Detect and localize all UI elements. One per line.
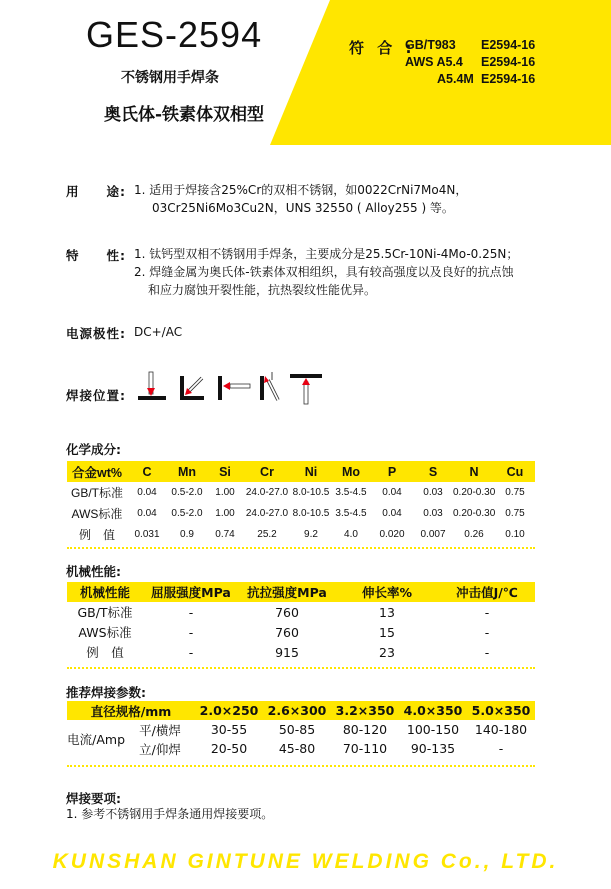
table-row — [67, 482, 535, 503]
table-cell: 0.74 — [215, 529, 235, 540]
table-row — [67, 720, 535, 739]
position-label: 立/仰焊 — [139, 741, 181, 757]
table-row — [67, 524, 535, 545]
table-cell: 3.5-4.5 — [335, 487, 367, 498]
table-row — [67, 503, 535, 524]
table-cell: 0.5-2.0 — [171, 487, 203, 498]
table-cell: 1.00 — [215, 508, 235, 519]
mechanical-title: 机械性能: — [66, 564, 121, 579]
table-cell: - — [188, 604, 194, 620]
table-row — [67, 622, 535, 642]
row-label: 例 值 — [86, 645, 124, 660]
positions-label: 焊接位置: — [66, 388, 126, 403]
column-header: 2.6×300 — [263, 701, 331, 720]
table-cell: 0.03 — [423, 487, 443, 498]
table-cell: 24.0-27.0 — [245, 508, 289, 519]
horizontal-fillet-icon — [180, 376, 204, 400]
standard-value: E2594-16 — [481, 72, 536, 86]
column-header: 3.2×350 — [331, 701, 399, 720]
standard-code: GB/T983 — [405, 38, 456, 52]
table-cell: - — [484, 644, 490, 660]
column-header: 冲击值J/℃ — [439, 582, 535, 602]
standard-code: A5.4M — [437, 72, 474, 86]
row-label: AWS标准 — [71, 507, 123, 521]
column-header: C — [127, 461, 167, 482]
product-title: GES-2594 — [86, 14, 263, 55]
vertical-position-icon — [260, 372, 278, 400]
standard-code: AWS A5.4 — [405, 55, 463, 69]
flat-position-icon — [138, 372, 166, 400]
horizontal-position-icon — [218, 376, 250, 400]
table-cell: 70-110 — [342, 741, 388, 756]
table-cell: 0.04 — [137, 508, 157, 519]
table-row — [67, 739, 535, 758]
table-header-row — [67, 701, 535, 720]
table-cell: 0.75 — [505, 508, 525, 519]
column-header: P — [371, 461, 413, 482]
features-line: 2. 焊缝金属为奥氏体-铁素体双相组织，具有较高强度以及良好的抗点蚀 — [134, 265, 514, 279]
chemical-title: 化学成分: — [66, 442, 121, 457]
column-header: 合金wt% — [67, 461, 127, 482]
column-header: 2.0×250 — [195, 701, 263, 720]
table-cell: 24.0-27.0 — [245, 487, 289, 498]
table-header-row — [67, 461, 535, 482]
column-header: S — [413, 461, 453, 482]
table-cell: 915 — [275, 644, 299, 660]
table-cell: 0.5-2.0 — [171, 508, 203, 519]
column-header: 4.0×350 — [399, 701, 467, 720]
table-cell: 9.2 — [304, 529, 318, 540]
table-cell: - — [498, 741, 504, 756]
company-name: KUNSHAN GINTUNE WELDING Co., LTD. — [52, 850, 559, 873]
table-cell: - — [188, 644, 194, 660]
column-header: Mo — [331, 461, 371, 482]
column-header: 屈服强度MPa — [143, 582, 239, 602]
table-cell: 80-120 — [342, 722, 388, 737]
column-header: 机械性能 — [67, 582, 143, 602]
table-cell: 4.0 — [344, 529, 358, 540]
dotted-divider — [67, 547, 535, 549]
column-header: Cu — [495, 461, 535, 482]
welding-title: 推荐焊接参数: — [66, 685, 146, 700]
table-cell: 0.03 — [423, 508, 443, 519]
column-header: Mn — [167, 461, 207, 482]
table-cell: 760 — [275, 624, 299, 640]
table-cell: 0.9 — [180, 529, 194, 540]
welding-table — [67, 701, 535, 758]
table-cell: 0.20-0.30 — [453, 508, 496, 519]
position-label: 平/横焊 — [139, 722, 181, 738]
table-cell: 140-180 — [474, 722, 528, 737]
column-header: 抗拉强度MPa — [239, 582, 335, 602]
dotted-divider — [67, 765, 535, 767]
table-cell: 15 — [379, 624, 395, 640]
current-label: 电流/Amp — [67, 732, 125, 747]
column-header: N — [453, 461, 495, 482]
table-cell: 0.007 — [420, 529, 446, 540]
table-cell: 1.00 — [215, 487, 235, 498]
notes-line: 1. 参考不锈钢用手焊条通用焊接要项。 — [66, 807, 274, 821]
table-cell: 100-150 — [406, 722, 460, 737]
table-cell: 0.20-0.30 — [453, 487, 496, 498]
table-cell: 30-55 — [210, 722, 248, 737]
table-cell: 13 — [379, 604, 395, 620]
column-header: 5.0×350 — [467, 701, 535, 720]
table-cell: 23 — [379, 644, 395, 660]
table-row — [67, 642, 535, 662]
column-header: 直径规格/mm — [67, 701, 195, 720]
table-cell: 50-85 — [278, 722, 316, 737]
power-value: DC+/AC — [134, 325, 183, 339]
row-label: GB/T标准 — [77, 605, 133, 620]
usage-line: 03Cr25Ni6Mo3Cu2N，UNS 32550 ( Alloy255 ) 等。 — [152, 201, 454, 215]
features-label: 特 性: — [66, 248, 126, 263]
product-type: 奥氏体-铁素体双相型 — [104, 105, 265, 125]
table-cell: - — [188, 624, 194, 640]
row-label: GB/T标准 — [70, 486, 123, 500]
table-cell: 3.5-4.5 — [335, 508, 367, 519]
table-cell: 45-80 — [278, 741, 316, 756]
chemical-table — [67, 461, 535, 545]
table-cell: 0.020 — [379, 529, 405, 540]
dotted-divider — [67, 667, 535, 669]
usage-label: 用 途: — [66, 184, 126, 199]
table-cell: 90-135 — [410, 741, 456, 756]
column-header: Si — [207, 461, 243, 482]
power-label: 电源极性: — [66, 326, 126, 341]
table-cell: 20-50 — [210, 741, 248, 756]
table-cell: 760 — [275, 604, 299, 620]
row-label: 例 值 — [78, 528, 115, 542]
standard-label: 符 合 : — [349, 39, 416, 57]
table-header-row — [67, 582, 535, 602]
table-cell: 8.0-10.5 — [292, 508, 330, 519]
welding-positions — [138, 370, 328, 406]
standard-value: E2594-16 — [481, 38, 536, 52]
standard-value: E2594-16 — [481, 55, 536, 69]
column-header: Cr — [243, 461, 291, 482]
mechanical-table — [67, 582, 535, 662]
table-cell: 8.0-10.5 — [292, 487, 330, 498]
table-cell: 25.2 — [257, 529, 277, 540]
table-cell: 0.031 — [134, 529, 160, 540]
column-header: Ni — [291, 461, 331, 482]
table-cell: 0.75 — [505, 487, 525, 498]
product-subtitle: 不锈钢用手焊条 — [121, 70, 219, 86]
column-header: 伸长率% — [335, 582, 439, 602]
table-cell: - — [484, 604, 490, 620]
table-cell: 0.10 — [505, 529, 525, 540]
usage-line: 1. 适用于焊接含25%Cr的双相不锈钢，如0022CrNi7Mo4N， — [134, 183, 468, 197]
overhead-position-icon — [290, 374, 322, 404]
table-cell: 0.04 — [382, 487, 402, 498]
table-row — [67, 602, 535, 622]
table-cell: 0.26 — [464, 529, 484, 540]
features-line: 和应力腐蚀开裂性能，抗热裂纹性能优异。 — [148, 283, 377, 297]
table-cell: 0.04 — [382, 508, 402, 519]
table-cell: - — [484, 624, 490, 640]
row-label: AWS标准 — [78, 625, 132, 640]
features-line: 1. 钛钙型双相不锈钢用手焊条，主要成分是25.5Cr-10Ni-4Mo-0.25N； — [134, 247, 519, 261]
notes-title: 焊接要项: — [66, 791, 121, 806]
table-cell: 0.04 — [137, 487, 157, 498]
